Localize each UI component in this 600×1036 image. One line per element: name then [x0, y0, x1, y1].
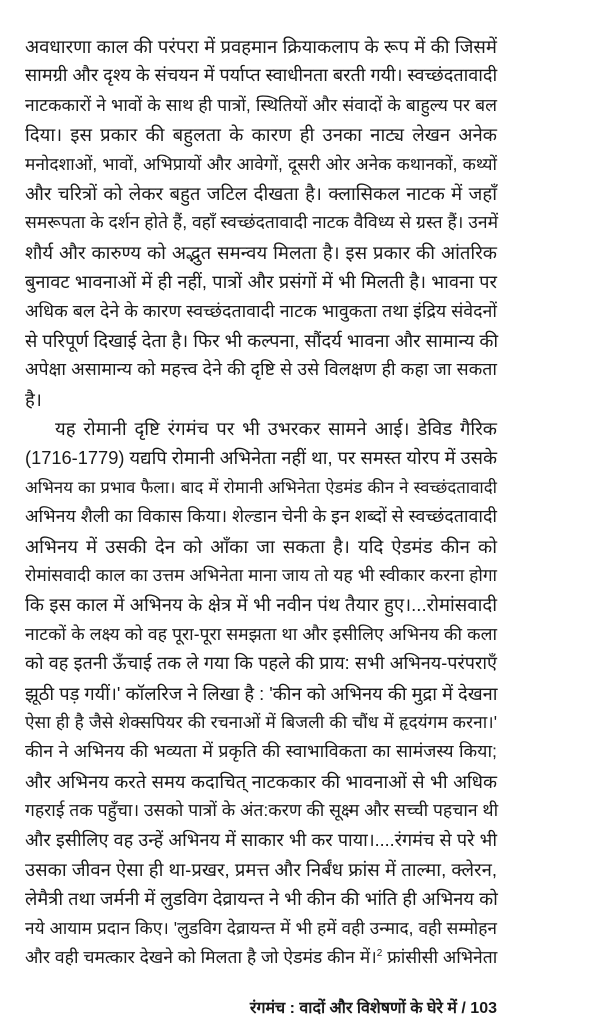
page-body — [25, 32, 497, 973]
text-line: अवधारणा काल की परंपरा में प्रवहमान क्रियाकलाप के रूप में की जिसमें — [25, 36, 497, 57]
text-line: ऐसा ही है जैसे शेक्सपियर की रचनाओं में बिजली की चौंध में हृदयंगम करना।' — [25, 711, 497, 732]
text-line: नये आयाम प्रदान किए। 'लुडविग देव्रायन्त में भी हमें वही उन्माद, वही सम्मोहन — [25, 917, 497, 938]
text-line: सामग्री और दृश्य के संचयन में पर्याप्त स्वाधीनता बरती गयी। स्वच्छंदतावादी — [25, 65, 498, 86]
text-line: को वह इतनी ऊँचाई तक ले गया कि पहले की प्राय: सभी अभिनय-परंपराएँ — [25, 653, 497, 674]
text-line: गहराई तक पहुँचा। उसको पात्रों के अंत:करण की सूक्ष्म और सच्ची पहचान थी — [25, 800, 499, 821]
text-line: नाटकों के लक्ष्य को वह पूरा-पूरा समझता था और इसीलिए अभिनय की कला — [25, 623, 497, 644]
text-line: से परिपूर्ण दिखाई देता है। फिर भी कल्पना, सौंदर्य भावना और सामान्य की — [25, 329, 499, 351]
footnote-marker[interactable]: 2 — [376, 948, 383, 960]
text-line: है। — [25, 388, 42, 410]
paragraph-2 — [25, 414, 497, 972]
paragraph-1 — [25, 32, 497, 414]
text-line: अपेक्षा असामान्य को महत्त्व देने की दृष्टि से उसे विलक्षण ही कहा जा सकता — [25, 359, 497, 380]
text-line: अधिक बल देने के कारण स्वच्छंदतावादी नाटक भावुकता तथा इंद्रिय संवेदनों — [25, 300, 497, 321]
text-line: उसका जीवन ऐसा ही था-प्रखर, प्रमत्त और निर्बंध फ्रांस में ताल्मा, क्लेरन, — [25, 858, 497, 880]
running-footer: रंगमंच : वादों और विशेषणों के घेरे में / 103 — [249, 1000, 497, 1017]
text-line: रोमांसवादी काल का उत्तम अभिनेता माना जाय तो यह भी स्वीकार करना होगा — [25, 565, 497, 586]
text-segment: और वही चमत्कार देखने को मिलता है जो ऐडमंड कीन में। — [25, 947, 377, 968]
text-line: लेमैत्री तथा जर्मनी में लुडविग देव्रायन्त ने भी कीन की भांति ही अभिनय को — [25, 888, 498, 910]
text-line: यह रोमानी दृष्टि रंगमंच पर भी उभरकर सामने आई। डेविड गैरिक — [55, 418, 497, 440]
text-line: शौर्य और कारुण्य को अद्भुत समन्वय मिलता है। इस प्रकार की आंतरिक — [25, 241, 497, 263]
text-line: और चरित्रों को लेकर बहुत जटिल दीखता है। क्लासिकल नाटक में जहाँ — [25, 182, 497, 204]
text-line: कीन ने अभिनय की भव्यता में प्रकृति की स्वाभाविकता का सामंजस्य किया; — [25, 741, 497, 762]
text-line: बुनावट भावनाओं में ही नहीं, पात्रों और प्रसंगों में भी मिलती है। भावना पर — [25, 271, 497, 293]
text-line: समरूपता के दर्शन होते हैं, वहाँ स्वच्छंदतावादी नाटक वैविध्य से ग्रस्त हैं। उनमें — [25, 212, 499, 233]
text-line — [25, 943, 497, 972]
text-line: और इसीलिए वह उन्हें अभिनय में साकार भी कर पाया।....रंगमंच से परे भी — [25, 829, 497, 850]
text-line: अभिनय में उसकी देन को आँका जा सकता है। यदि ऐडमंड कीन को — [25, 535, 497, 557]
text-segment: फ्रांसीसी अभिनेता — [382, 947, 498, 968]
text-line: दिया। इस प्रकार की बहुलता के कारण ही उनका नाट्य लेखन अनेक — [25, 124, 497, 146]
text-line: अभिनय शैली का विकास किया। शेल्डान चेनी के इन शब्दों से स्वच्छंदतावादी — [25, 506, 497, 527]
text-line: कि इस काल में अभिनय के क्षेत्र में भी नवीन पंथ तैयार हुए।...रोमांसवादी — [25, 594, 497, 616]
text-line: (1716-1779) यद्यपि रोमानी अभिनेता नहीं था, पर समस्त योरप में उसके — [25, 447, 497, 469]
text-line: नाटककारों ने भावों के साथ ही पात्रों, स्थितियों और संवादों के बाहुल्य पर बल — [25, 94, 497, 115]
text-line: झूठी पड़ गयीं।' कॉलरिज ने लिखा है : 'कीन को अभिनय की मुद्रा में देखना — [25, 682, 498, 704]
text-line: मनोदशाओं, भावों, अभिप्रायों और आवेगों, दूसरी ओर अनेक कथानकों, कथ्यों — [25, 153, 497, 174]
text-line: और अभिनय करते समय कदाचित् नाटककार की भावनाओं से भी अधिक — [25, 770, 497, 792]
text-line: अभिनय का प्रभाव फैला। बाद में रोमानी अभिनेता ऐडमंड कीन ने स्वच्छंदतावादी — [25, 477, 497, 497]
